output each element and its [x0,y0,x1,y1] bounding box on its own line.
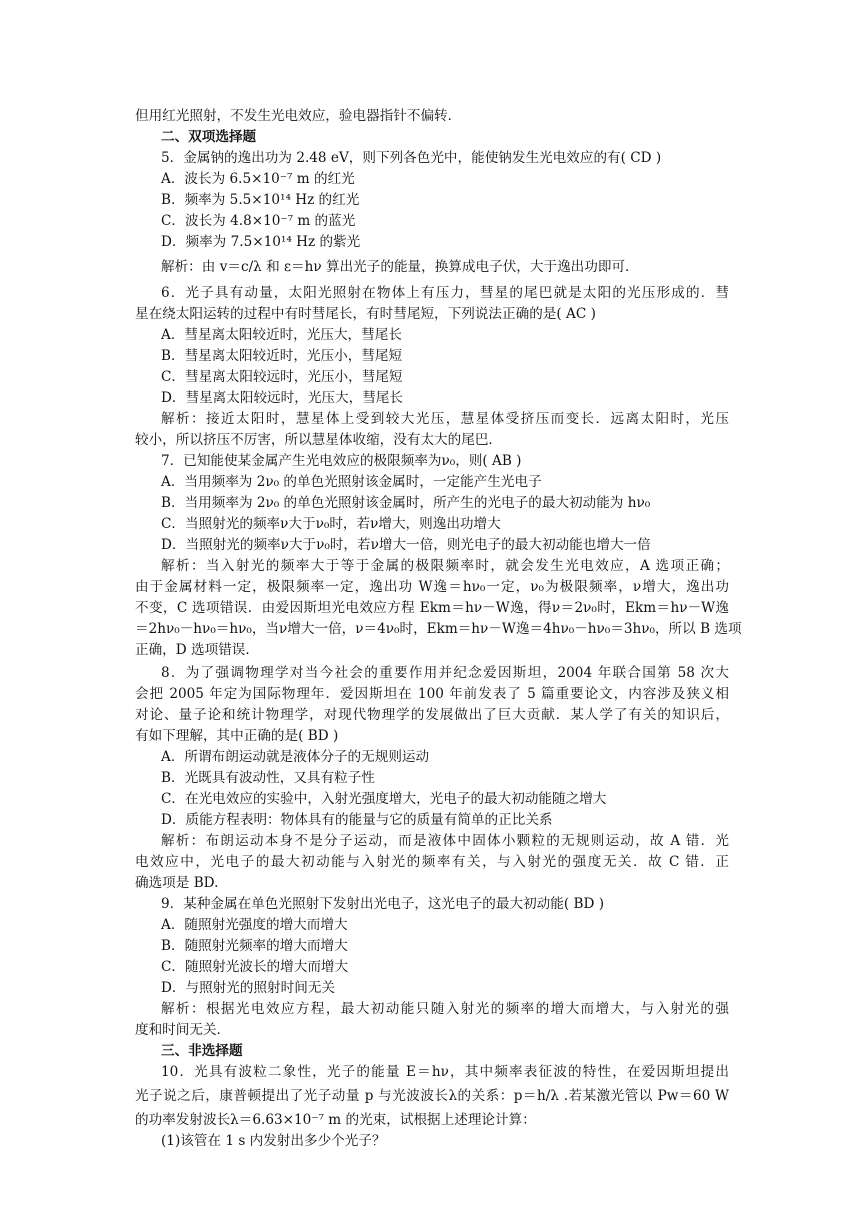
text-line: 解析：当入射光的频率大于等于金属的极限频率时，就会发生光电效应，A 选项正确； [161,558,729,574]
text-line: B．光既具有波动性，又具有粒子性 [161,770,375,786]
text-line: 解析：布朗运动本身不是分子运动，而是液体中固体小颗粒的无规则运动，故 A 错．光 [161,833,729,849]
text-line: 对论、量子论和统计物理学，对现代物理学的发展做出了巨大贡献．某人学了有关的知识后， [135,707,729,723]
text-line: ＝2hν₀－hν₀＝hν₀，当ν增大一倍，ν＝4ν₀时，Ekm＝hν－W逸＝4hν₀－hν₀＝3hν₀，所以 B 选项 [135,621,742,637]
text-line: 的功率发射波长λ＝6.63×10⁻⁷ m 的光束，试根据上述理论计算： [135,1112,536,1128]
text-line: 不变，C 选项错误．由爱因斯坦光电效应方程 Ekm＝hν－W逸，得ν＝2ν₀时，Ekm＝hν－W逸 [135,600,729,616]
text-line: C．在光电效应的实验中，入射光强度增大，光电子的最大初动能随之增大 [161,791,607,807]
text-line: (1)该管在 1 s 内发射出多少个光子？ [161,1133,386,1149]
text-line: 8．为了强调物理学对当今社会的重要作用并纪念爱因斯坦，2004 年联合国第 58 次大 [161,665,729,681]
text-line: 9．某种金属在单色光照射下发射出光电子，这光电子的最大初动能( BD ) [161,896,605,912]
text-line: 光子说之后，康普顿提出了光子动量 p 与光波波长λ的关系：p＝h/λ .若某激光管以 Pw＝60 W [135,1088,729,1104]
text-line: D．质能方程表明：物体具有的能量与它的质量有简单的正比关系 [161,812,553,828]
text-line: 解析：根据光电效应方程，最大初动能只随入射光的频率的增大而增大，与入射光的强 [161,1001,729,1017]
section-heading: 三、非选择题 [161,1043,243,1059]
text-line: D．当照射光的频率ν大于ν₀时，若ν增大一倍，则光电子的最大初动能也增大一倍 [161,537,651,553]
text-line: 解析：由 v＝c/λ 和 ε＝hν 算出光子的能量，换算成电子伏，大于逸出功即可． [161,259,639,275]
text-line: D．频率为 7.5×10¹⁴ Hz 的紫光 [161,234,361,250]
text-line: D．彗星离太阳较远时，光压大，彗尾长 [161,390,403,406]
text-line: A．波长为 6.5×10⁻⁷ m 的红光 [161,171,355,187]
section-heading: 二、双项选择题 [161,129,257,145]
text-line: 确选项是 BD. [135,875,219,891]
text-line: A．随照射光强度的增大而增大 [161,917,348,933]
text-line: 度和时间无关． [135,1022,231,1038]
text-line: 10．光具有波粒二象性，光子的能量 E＝hν，其中频率表征波的特性，在爱因斯坦提出 [161,1064,729,1080]
text-line: C．随照射光波长的增大而增大 [161,959,349,975]
text-line: 解析：接近太阳时，慧星体上受到较大光压，慧星体受挤压而变长．远离太阳时，光压 [161,411,729,427]
text-line: A．当用频率为 2ν₀ 的单色光照射该金属时，一定能产生光电子 [161,474,542,490]
text-line: A．彗星离太阳较近时，光压大，彗尾长 [161,327,402,343]
text-line: 5．金属钠的逸出功为 2.48 eV，则下列各色光中，能使钠发生光电效应的有( CD ) [161,150,662,166]
text-line: 7．已知能使某金属产生光电效应的极限频率为ν₀，则( AB ) [161,453,522,469]
text-line: C．波长为 4.8×10⁻⁷ m 的蓝光 [161,213,356,229]
text-line: 会把 2005 年定为国际物理年．爱因斯坦在 100 年前发表了 5 篇重要论文，内容涉及狭义相 [135,686,729,702]
text-line: A．所谓布朗运动就是液体分子的无规则运动 [161,749,430,765]
text-line: B．随照射光频率的增大而增大 [161,938,348,954]
text-line: D．与照射光的照射时间无关 [161,980,336,996]
text-line: C．彗星离太阳较远时，光压小，彗尾短 [161,369,403,385]
text-line: B．频率为 5.5×10¹⁴ Hz 的红光 [161,192,360,208]
text-line: 由于金属材料一定，极限频率一定，逸出功 W逸＝hν₀一定，ν₀为极限频率，ν增大，逸出功 [135,579,729,595]
text-line: 星在绕太阳运转的过程中有时彗尾长，有时彗尾短，下列说法正确的是( AC ) [135,306,596,322]
text-line: 有如下理解，其中正确的是( BD ) [135,728,339,744]
text-line: 较小，所以挤压不厉害，所以慧星体收缩，没有太大的尾巴． [135,432,503,448]
text-line: B．当用频率为 2ν₀ 的单色光照射该金属时，所产生的光电子的最大初动能为 hν₀ [161,495,651,511]
text-line: 正确，D 选项错误． [135,642,259,658]
text-line: C．当照射光的频率ν大于ν₀时，若ν增大，则逸出功增大 [161,516,501,532]
text-line: 但用红光照射，不发生光电效应，验电器指针不偏转． [135,108,462,124]
text-line: 电效应中，光电子的最大初动能与入射光的频率有关，与入射光的强度无关．故 C 错．正 [135,854,729,870]
text-line: B．彗星离太阳较近时，光压小，彗尾短 [161,348,403,364]
text-line: 6．光子具有动量，太阳光照射在物体上有压力，彗星的尾巴就是太阳的光压形成的．彗 [161,285,729,301]
